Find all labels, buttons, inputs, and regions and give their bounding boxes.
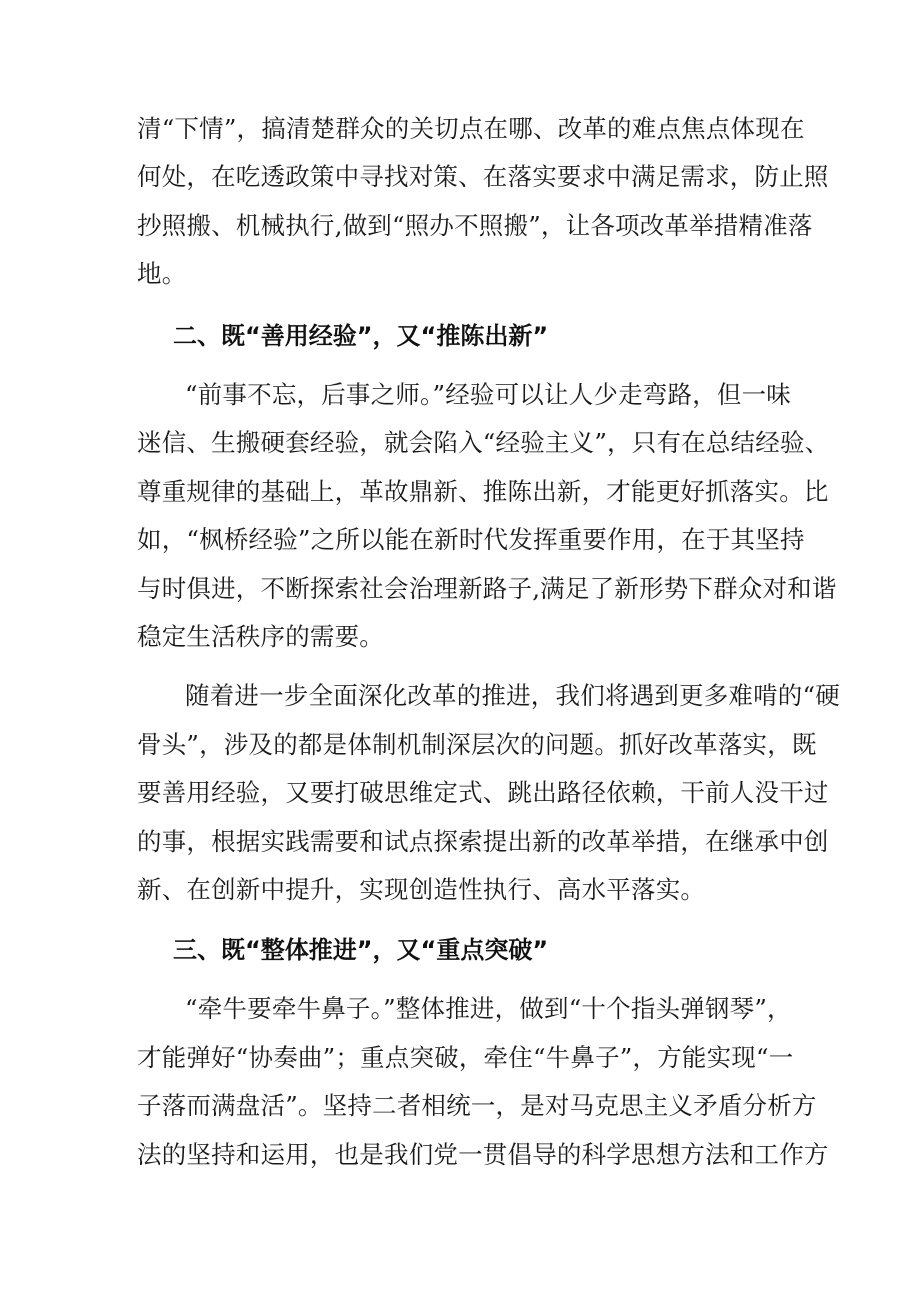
paragraph-2-line-6: 稳定生活秩序的需要。	[137, 622, 384, 651]
paragraph-1-line-4: 地。	[137, 259, 187, 288]
paragraph-4-line-2: 才能弹好“协奏曲”；重点突破，牵住“牛鼻子”，方能实现“一	[137, 1043, 794, 1072]
paragraph-4-line-4: 法的坚持和运用，也是我们党一贯倡导的科学思想方法和工作方	[137, 1140, 829, 1169]
section-heading-3: 三、既“整体推进”，又“重点突破”	[173, 936, 549, 964]
paragraph-4-line-3: 子落而满盘活”。坚持二者相统一，是对马克思主义矛盾分析方	[137, 1091, 817, 1120]
paragraph-3-line-2: 骨头”，涉及的都是体制机制深层次的问题。抓好改革落实，既	[137, 730, 817, 759]
section-heading-2: 二、既“善用经验”，又“推陈出新”	[173, 322, 549, 350]
paragraph-3-line-4: 的事，根据实践需要和试点探索提出新的改革举措，在继承中创	[137, 827, 829, 856]
paragraph-3-line-3: 要善用经验，又要打破思维定式、跳出路径依赖，干前人没干过	[137, 778, 829, 807]
paragraph-3-line-5: 新、在创新中提升，实现创造性执行、高水平落实。	[137, 875, 706, 904]
paragraph-2-line-3: 尊重规律的基础上，革故鼎新、推陈出新，才能更好抓落实。比	[137, 477, 829, 506]
paragraph-3-line-1: 随着进一步全面深化改革的推进，我们将遇到更多难啃的“硬	[185, 681, 840, 710]
paragraph-2-line-4: 如，“枫桥经验”之所以能在新时代发挥重要作用，在于其坚持	[137, 525, 805, 554]
paragraph-4-line-1: “牵牛要牵牛鼻子。”整体推进，做到“十个指头弹钢琴”，	[185, 994, 792, 1023]
paragraph-1-line-2: 何处，在吃透政策中寻找对策、在落实要求中满足需求，防止照	[137, 162, 829, 191]
paragraph-2-line-1: “前事不忘，后事之师。”经验可以让人少走弯路，但一味	[185, 380, 791, 409]
paragraph-2-line-2: 迷信、生搬硬套经验，就会陷入“经验主义”，只有在总结经验、	[137, 428, 830, 457]
paragraph-1-line-3: 抄照搬、机械执行,做到“照办不照搬”，让各项改革举措精准落	[137, 211, 813, 240]
paragraph-1-line-1: 清“下情”，搞清楚群众的关切点在哪、改革的难点焦点体现在	[137, 114, 805, 143]
paragraph-2-line-5: 与时俱进，不断探索社会治理新路子,满足了新形势下群众对和谐	[137, 574, 837, 603]
